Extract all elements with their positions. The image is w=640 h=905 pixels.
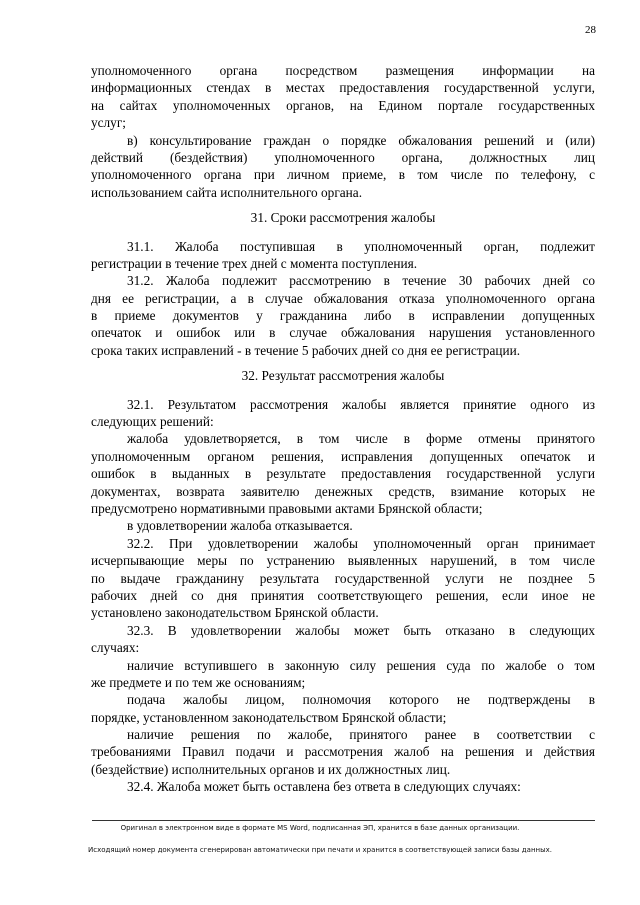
paragraph-32-1-b [91, 517, 595, 534]
text-line: уполномоченного органа при личном приеме, в том числе по телефону, с [91, 167, 595, 183]
footer-note-original: Оригинал в электронном виде в формате MS Word, подписанная ЭП, хранится в базе данных организации. [120, 824, 520, 832]
paragraph-32-3 [91, 622, 595, 657]
text-line: 32.1. Результатом рассмотрения жалобы является принятие одного из [127, 396, 595, 412]
text-line: 32.2. При удовлетворении жалобы уполномоченный орган принимает [127, 535, 595, 551]
text-line: уполномоченным органом решения, исправления допущенных опечаток и [91, 448, 595, 464]
paragraph-32-2 [91, 535, 595, 622]
section-heading-31: 31. Сроки рассмотрения жалобы [250, 210, 436, 226]
footer-divider [92, 820, 595, 821]
text-line: информационных стендах в местах предоставления государственной услуги, [91, 80, 595, 96]
text-line: 32.3. В удовлетворении жалобы может быть отказано в следующих [127, 622, 595, 638]
text-line: 31.2. Жалоба подлежит рассмотрению в течение 30 рабочих дней со [127, 273, 595, 289]
paragraph-32-1 [91, 396, 595, 431]
text-line: требованиями Правил подачи и рассмотрения жалоб на решения и действия [91, 744, 595, 760]
text-line: наличие решения по жалобе, принятого ранее в соответствии с [127, 727, 595, 743]
text-line: опечаток и ошибок или в случае обжалования нарушения установленного [91, 325, 595, 341]
text-line: в приеме документов у гражданина либо в исправлении допущенных [91, 308, 595, 324]
text-line: рабочих дней со дня принятия соответствующего решения, если иное не [91, 587, 595, 603]
text-line: документах, возврата заявителю денежных средств, взимание которых не [91, 483, 595, 499]
text-line: в) консультирование граждан о порядке обжалования решений и (или) [127, 132, 595, 148]
paragraph-32-4 [91, 778, 595, 795]
text-line: следующих решений: [91, 414, 214, 430]
text-line: исчерпывающие меры по устранению выявленных нарушений, в том числе [91, 553, 595, 569]
text-line: дня ее регистрации, а в случае обжалования отказа уполномоченного органа [91, 290, 595, 306]
text-line: порядке, установленном законодательством Брянской области; [91, 709, 447, 725]
paragraph-31-1 [91, 238, 595, 273]
text-line: в удовлетворении жалоба отказывается. [127, 518, 353, 534]
paragraph-31-2 [91, 272, 595, 359]
document-body [91, 62, 595, 796]
text-line: наличие вступившего в законную силу решения суда по жалобе о том [127, 657, 595, 673]
text-line: ошибок в выданных в результате предоставления государственной услуги [91, 466, 595, 482]
text-line: использованием сайта исполнительного органа. [91, 184, 363, 200]
text-line: срока таких исправлений - в течение 5 рабочих дней со дня ее регистрации. [91, 342, 521, 358]
text-line: действий (бездействия) уполномоченного органа, должностных лиц [91, 149, 595, 165]
text-line: услуг; [91, 115, 126, 131]
text-line: регистрации в течение трех дней с момента поступления. [91, 255, 418, 271]
text-line: жалоба удовлетворяется, в том числе в форме отмены принятого [127, 431, 595, 447]
paragraph-32-3-b [91, 691, 595, 726]
text-line: уполномоченного органа посредством размещения информации на [91, 63, 595, 78]
text-line: (бездействие) исполнительных органов и их должностных лиц. [91, 761, 451, 777]
text-line: случаях: [91, 640, 140, 656]
text-line: установлено законодательством Брянской области. [91, 605, 379, 621]
text-line: 31.1. Жалоба поступившая в уполномоченный орган, подлежит [127, 238, 595, 254]
paragraph-32-1-a [91, 430, 595, 517]
section-heading-32: 32. Результат рассмотрения жалобы [241, 368, 445, 384]
text-line: на сайтах уполномоченных органов, на Едином портале государственных [91, 97, 595, 113]
footer-note-number: Исходящий номер документа сгенерирован автоматически при печати и хранится в соответствующей записи базы данных. [88, 846, 552, 854]
text-line: подача жалобы лицом, полномочия которого не подтверждены в [127, 692, 595, 708]
text-line: по выдаче гражданину результата государственной услуги не позднее 5 [91, 570, 595, 586]
text-line: же предмете и по тем же основаниям; [91, 674, 306, 690]
page-number: 28 [585, 24, 596, 36]
text-line: предусмотрено нормативными правовыми актами Брянской области; [91, 500, 483, 516]
paragraph-top-1 [91, 132, 595, 202]
paragraph-top-0 [91, 62, 595, 132]
paragraph-32-3-a [91, 657, 595, 692]
paragraph-32-3-c [91, 726, 595, 778]
text-line: 32.4. Жалоба может быть оставлена без ответа в следующих случаях: [127, 779, 521, 795]
